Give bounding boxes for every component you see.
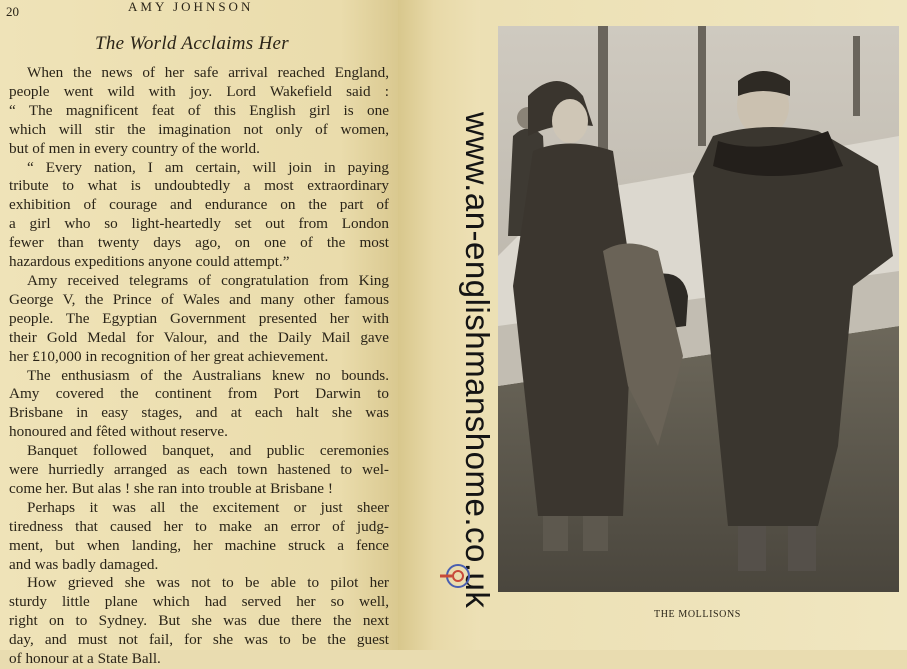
body-line: “ The magnificent feat of this English girl is one bbox=[9, 101, 389, 119]
body-line: fewer than twenty days ago, on one of the most bbox=[9, 234, 389, 252]
body-line: honoured and fêted without reserve. bbox=[9, 423, 228, 441]
body-line: her £10,000 in recognition of her great achievement. bbox=[9, 347, 329, 365]
body-line: but of men in every country of the world. bbox=[9, 139, 260, 157]
photo-caption: THE MOLLISONS bbox=[654, 609, 741, 620]
body-line: come her. But alas ! she ran into trouble at Brisbane ! bbox=[9, 479, 333, 497]
body-line: people went wild with joy. Lord Wakefield said : bbox=[9, 82, 389, 100]
body-line: of honour at a State Ball. bbox=[9, 650, 161, 668]
body-line: Amy received telegrams of congratulation from King bbox=[27, 271, 389, 289]
body-line: ment, but when landing, her machine struck a fence bbox=[9, 536, 389, 554]
body-line: When the news of her safe arrival reached England, bbox=[27, 64, 389, 81]
body-line: sturdy little plane which had served her so well, bbox=[9, 593, 389, 611]
body-line: hazardous expeditions anyone could attempt.” bbox=[9, 253, 290, 271]
body-line: George V, the Prince of Wales and many other famous bbox=[9, 290, 389, 308]
body-line: which will stir the imagination not only of women, bbox=[9, 120, 389, 138]
body-line: tiredness that caused her to make an error of judg- bbox=[9, 517, 389, 535]
body-line: their Gold Medal for Valour, and the Daily Mail gave bbox=[9, 328, 389, 346]
body-line: tribute to what is undoubtedly a most extraordinary bbox=[9, 177, 389, 195]
body-line: a girl who so light-heartedly set out from London bbox=[9, 215, 389, 233]
body-line: Amy covered the continent from Port Darwin to bbox=[9, 385, 389, 403]
body-line: The enthusiasm of the Australians knew no bounds. bbox=[27, 366, 389, 384]
body-line: Banquet followed banquet, and public ceremonies bbox=[27, 442, 389, 460]
body-line: were hurriedly arranged as each town hastened to wel- bbox=[9, 461, 389, 479]
photograph bbox=[498, 26, 899, 592]
body-line: Perhaps it was all the excitement or just sheer bbox=[27, 498, 389, 516]
body-line: How grieved she was not to be able to pilot her bbox=[27, 574, 389, 592]
body-line: day, and must not fail, for she was to be the guest bbox=[9, 631, 389, 649]
body-line: “ Every nation, I am certain, will join in paying bbox=[27, 158, 389, 176]
body-line: and was badly damaged. bbox=[9, 555, 159, 573]
page-number: 20 bbox=[6, 4, 19, 19]
chapter-title: The World Acclaims Her bbox=[95, 33, 289, 54]
photo-illustration bbox=[498, 26, 899, 592]
running-head: AMY JOHNSON bbox=[128, 0, 254, 14]
body-line: people. The Egyptian Government presented her with bbox=[9, 309, 389, 327]
body-text bbox=[9, 64, 389, 669]
body-line: exhibition of courage and endurance on the part of bbox=[9, 196, 389, 214]
watermark-logo-icon bbox=[440, 560, 472, 592]
watermark-url: www.an-englishmanshome.co.uk bbox=[459, 112, 496, 609]
body-line: right on to Sydney. But she was due there the next bbox=[9, 612, 389, 630]
body-line: Brisbane in easy stages, and at each halt she was bbox=[9, 404, 389, 422]
